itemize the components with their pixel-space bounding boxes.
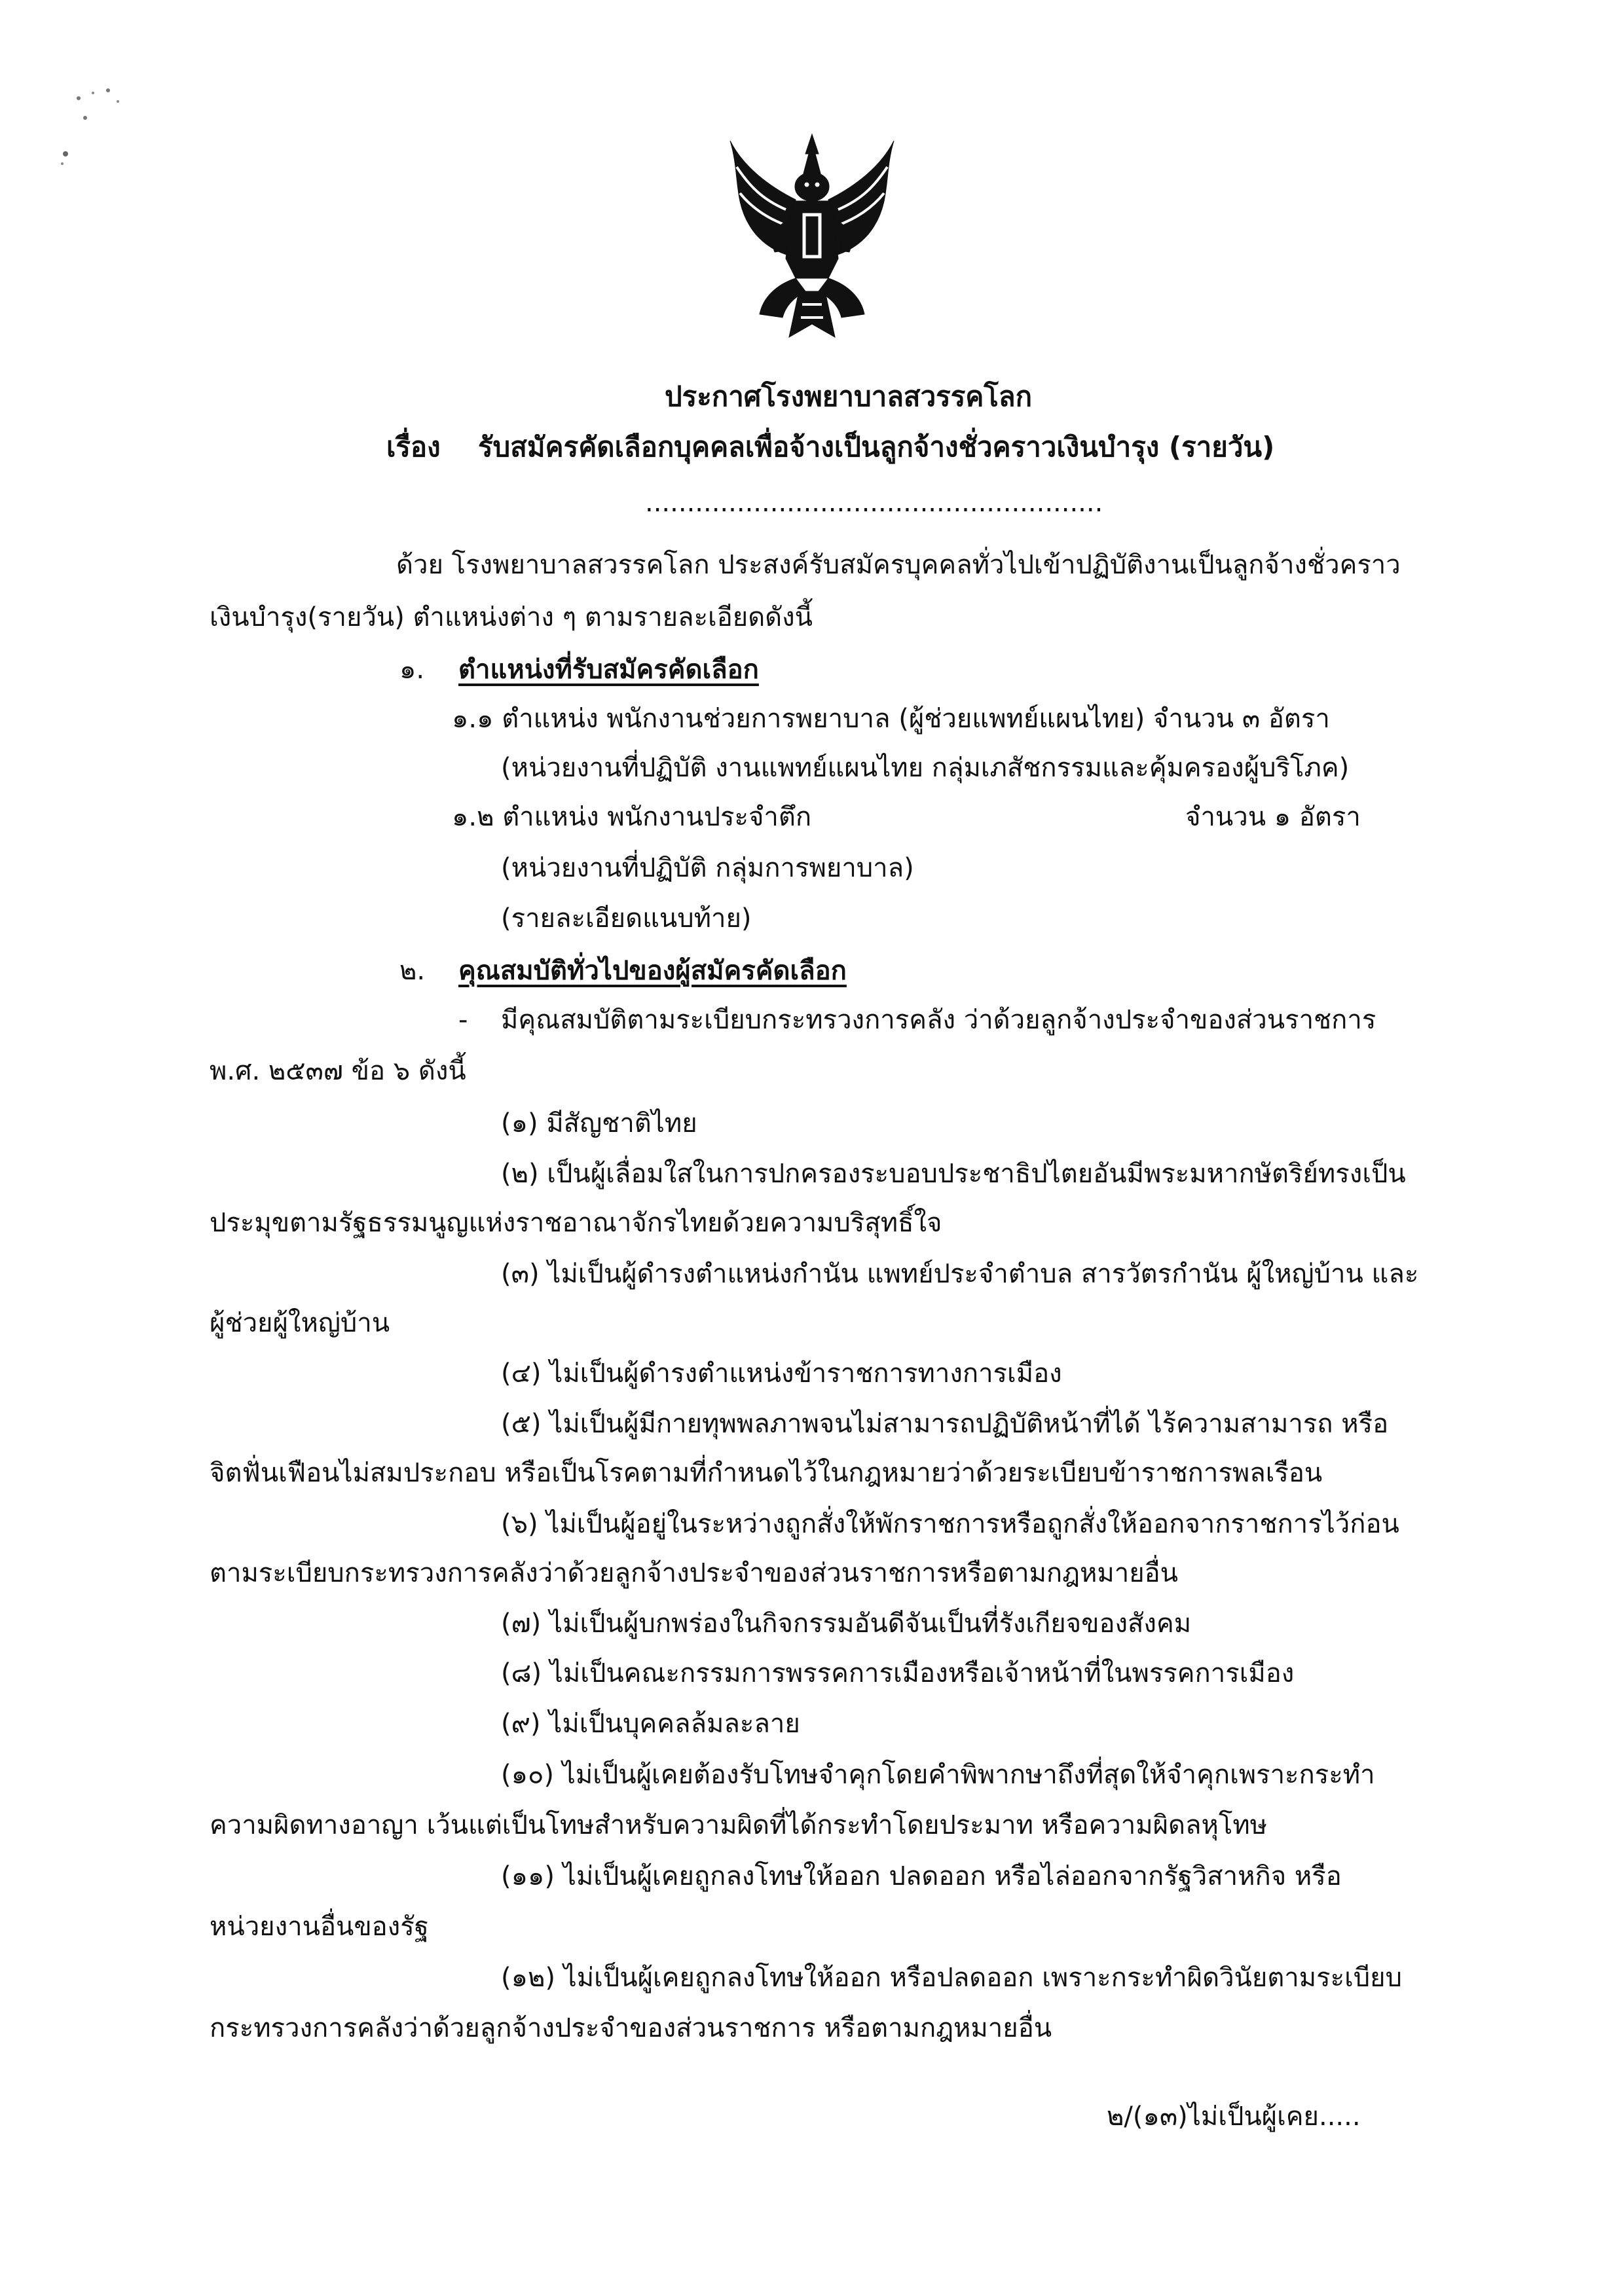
detail-note: (รายละเอียดแนบท้าย) [501, 903, 752, 934]
qualification-2-line-2: ประมุขตามรัฐธรรมนูญแห่งราชอาณาจักรไทยด้วยความบริสุทธิ์ใจ [210, 1208, 942, 1238]
section1-number: ๑. [399, 655, 425, 685]
position-1-2: ๑.๒ ตำแหน่ง พนักงานประจำตึก [452, 802, 812, 832]
qualification-5-line-1: (๕) ไม่เป็นผู้มีกายทุพพลภาพจนไม่สามารถปฏิบัติหน้าที่ได้ ไร้ความสามารถ หรือ [501, 1409, 1389, 1439]
position-1-1-unit: (หน่วยงานที่ปฏิบัติ งานแพทย์แผนไทย กลุ่มเภสัชกรรมและคุ้มครองผู้บริโภค) [501, 753, 1350, 783]
section2-lead-2: พ.ศ. ๒๕๓๗ ข้อ ๖ ดังนี้ [210, 1056, 466, 1086]
subject-text: รับสมัครคัดเลือกบุคคลเพื่อจ้างเป็นลูกจ้างชั่วคราวเงินบำรุง (รายวัน) [478, 431, 1275, 463]
section2-lead-1: มีคุณสมบัติตามระเบียบกระทรวงการคลัง ว่าด้วยลูกจ้างประจำของส่วนราชการ [501, 1005, 1376, 1035]
intro-line-2: เงินบำรุง(รายวัน) ตำแหน่งต่าง ๆ ตามรายละเอียดดังนี้ [210, 602, 813, 632]
qualification-8: (๘) ไม่เป็นคณะกรรมการพรรคการเมืองหรือเจ้าหน้าที่ในพรรคการเมือง [501, 1658, 1295, 1688]
position-1-1: ๑.๑ ตำแหน่ง พนักงานช่วยการพยาบาล (ผู้ช่วยแพทย์แผนไทย) จำนวน ๓ อัตรา [452, 704, 1330, 734]
qualification-3-line-1: (๓) ไม่เป็นผู้ดำรงตำแหน่งกำนัน แพทย์ประจำตำบล สารวัตรกำนัน ผู้ใหญ่บ้าน และ [501, 1259, 1419, 1289]
section2-dash: - [458, 1005, 468, 1035]
qualification-11-line-2: หน่วยงานอื่นของรัฐ [210, 1912, 429, 1942]
qualification-12-line-2: กระทรวงการคลังว่าด้วยลูกจ้างประจำของส่วนราชการ หรือตามกฎหมายอื่น [210, 2013, 1052, 2043]
scan-specks [52, 72, 157, 170]
title-divider-dots: ....................................................... [645, 488, 1103, 518]
garuda-emblem-icon [724, 128, 900, 344]
qualification-10-line-2: ความผิดทางอาญา เว้นแต่เป็นโทษสำหรับความผิดที่ได้กระทำโดยประมาท หรือความผิดลหุโทษ [210, 1810, 1268, 1840]
qualification-1: (๑) มีสัญชาติไทย [501, 1108, 697, 1139]
qualification-10-line-1: (๑๐) ไม่เป็นผู้เคยต้องรับโทษจำคุกโดยคำพิพากษาถึงที่สุดให้จำคุกเพราะกระทำ [501, 1760, 1375, 1790]
qualification-4: (๔) ไม่เป็นผู้ดำรงตำแหน่งข้าราชการทางการเมือง [501, 1358, 1062, 1389]
subject-label: เรื่อง [386, 431, 441, 463]
qualification-6-line-1: (๖) ไม่เป็นผู้อยู่ในระหว่างถูกสั่งให้พักราชการหรือถูกสั่งให้ออกจากราชการไว้ก่อน [501, 1509, 1399, 1539]
page-continuation: ๒/(๑๓)ไม่เป็นผู้เคย..... [1107, 2102, 1361, 2132]
qualification-11-line-1: (๑๑) ไม่เป็นผู้เคยถูกลงโทษให้ออก ปลดออก หรือไล่ออกจากรัฐวิสาหกิจ หรือ [501, 1861, 1342, 1891]
section1-heading: ตำแหน่งที่รับสมัครคัดเลือก [458, 655, 759, 685]
intro-line-1: ด้วย โรงพยาบาลสวรรคโลก ประสงค์รับสมัครบุคคลทั่วไปเข้าปฏิบัติงานเป็นลูกจ้างชั่วคราว [396, 550, 1401, 580]
position-1-2-count: จำนวน ๑ อัตรา [1185, 802, 1361, 832]
qualification-12-line-1: (๑๒) ไม่เป็นผู้เคยถูกลงโทษให้ออก หรือปลดออก เพราะกระทำผิดวินัยตามระเบียบ [501, 1963, 1402, 1993]
page-title: ประกาศโรงพยาบาลสวรรคโลก [665, 380, 1033, 412]
qualification-5-line-2: จิตฟั่นเฟือนไม่สมประกอบ หรือเป็นโรคตามที่กำหนดไว้ในกฎหมายว่าด้วยระเบียบข้าราชการพลเรือน [210, 1458, 1323, 1488]
qualification-7: (๗) ไม่เป็นผู้บกพร่องในกิจกรรมอันดีจันเป็นที่รังเกียจของสังคม [501, 1609, 1192, 1639]
section2-heading: คุณสมบัติทั่วไปของผู้สมัครคัดเลือก [458, 956, 847, 986]
qualification-2-line-1: (๒) เป็นผู้เลื่อมใสในการปกครองระบอบประชาธิปไตยอันมีพระมหากษัตริย์ทรงเป็น [501, 1159, 1406, 1189]
section2-number: ๒. [399, 956, 426, 986]
qualification-6-line-2: ตามระเบียบกระทรวงการคลังว่าด้วยลูกจ้างประจำของส่วนราชการหรือตามกฎหมายอื่น [210, 1558, 1179, 1588]
position-1-2-unit: (หน่วยงานที่ปฏิบัติ กลุ่มการพยาบาล) [501, 853, 914, 883]
qualification-9: (๙) ไม่เป็นบุคคลล้มละลาย [501, 1709, 800, 1739]
qualification-3-line-2: ผู้ช่วยผู้ใหญ่บ้าน [210, 1308, 390, 1338]
